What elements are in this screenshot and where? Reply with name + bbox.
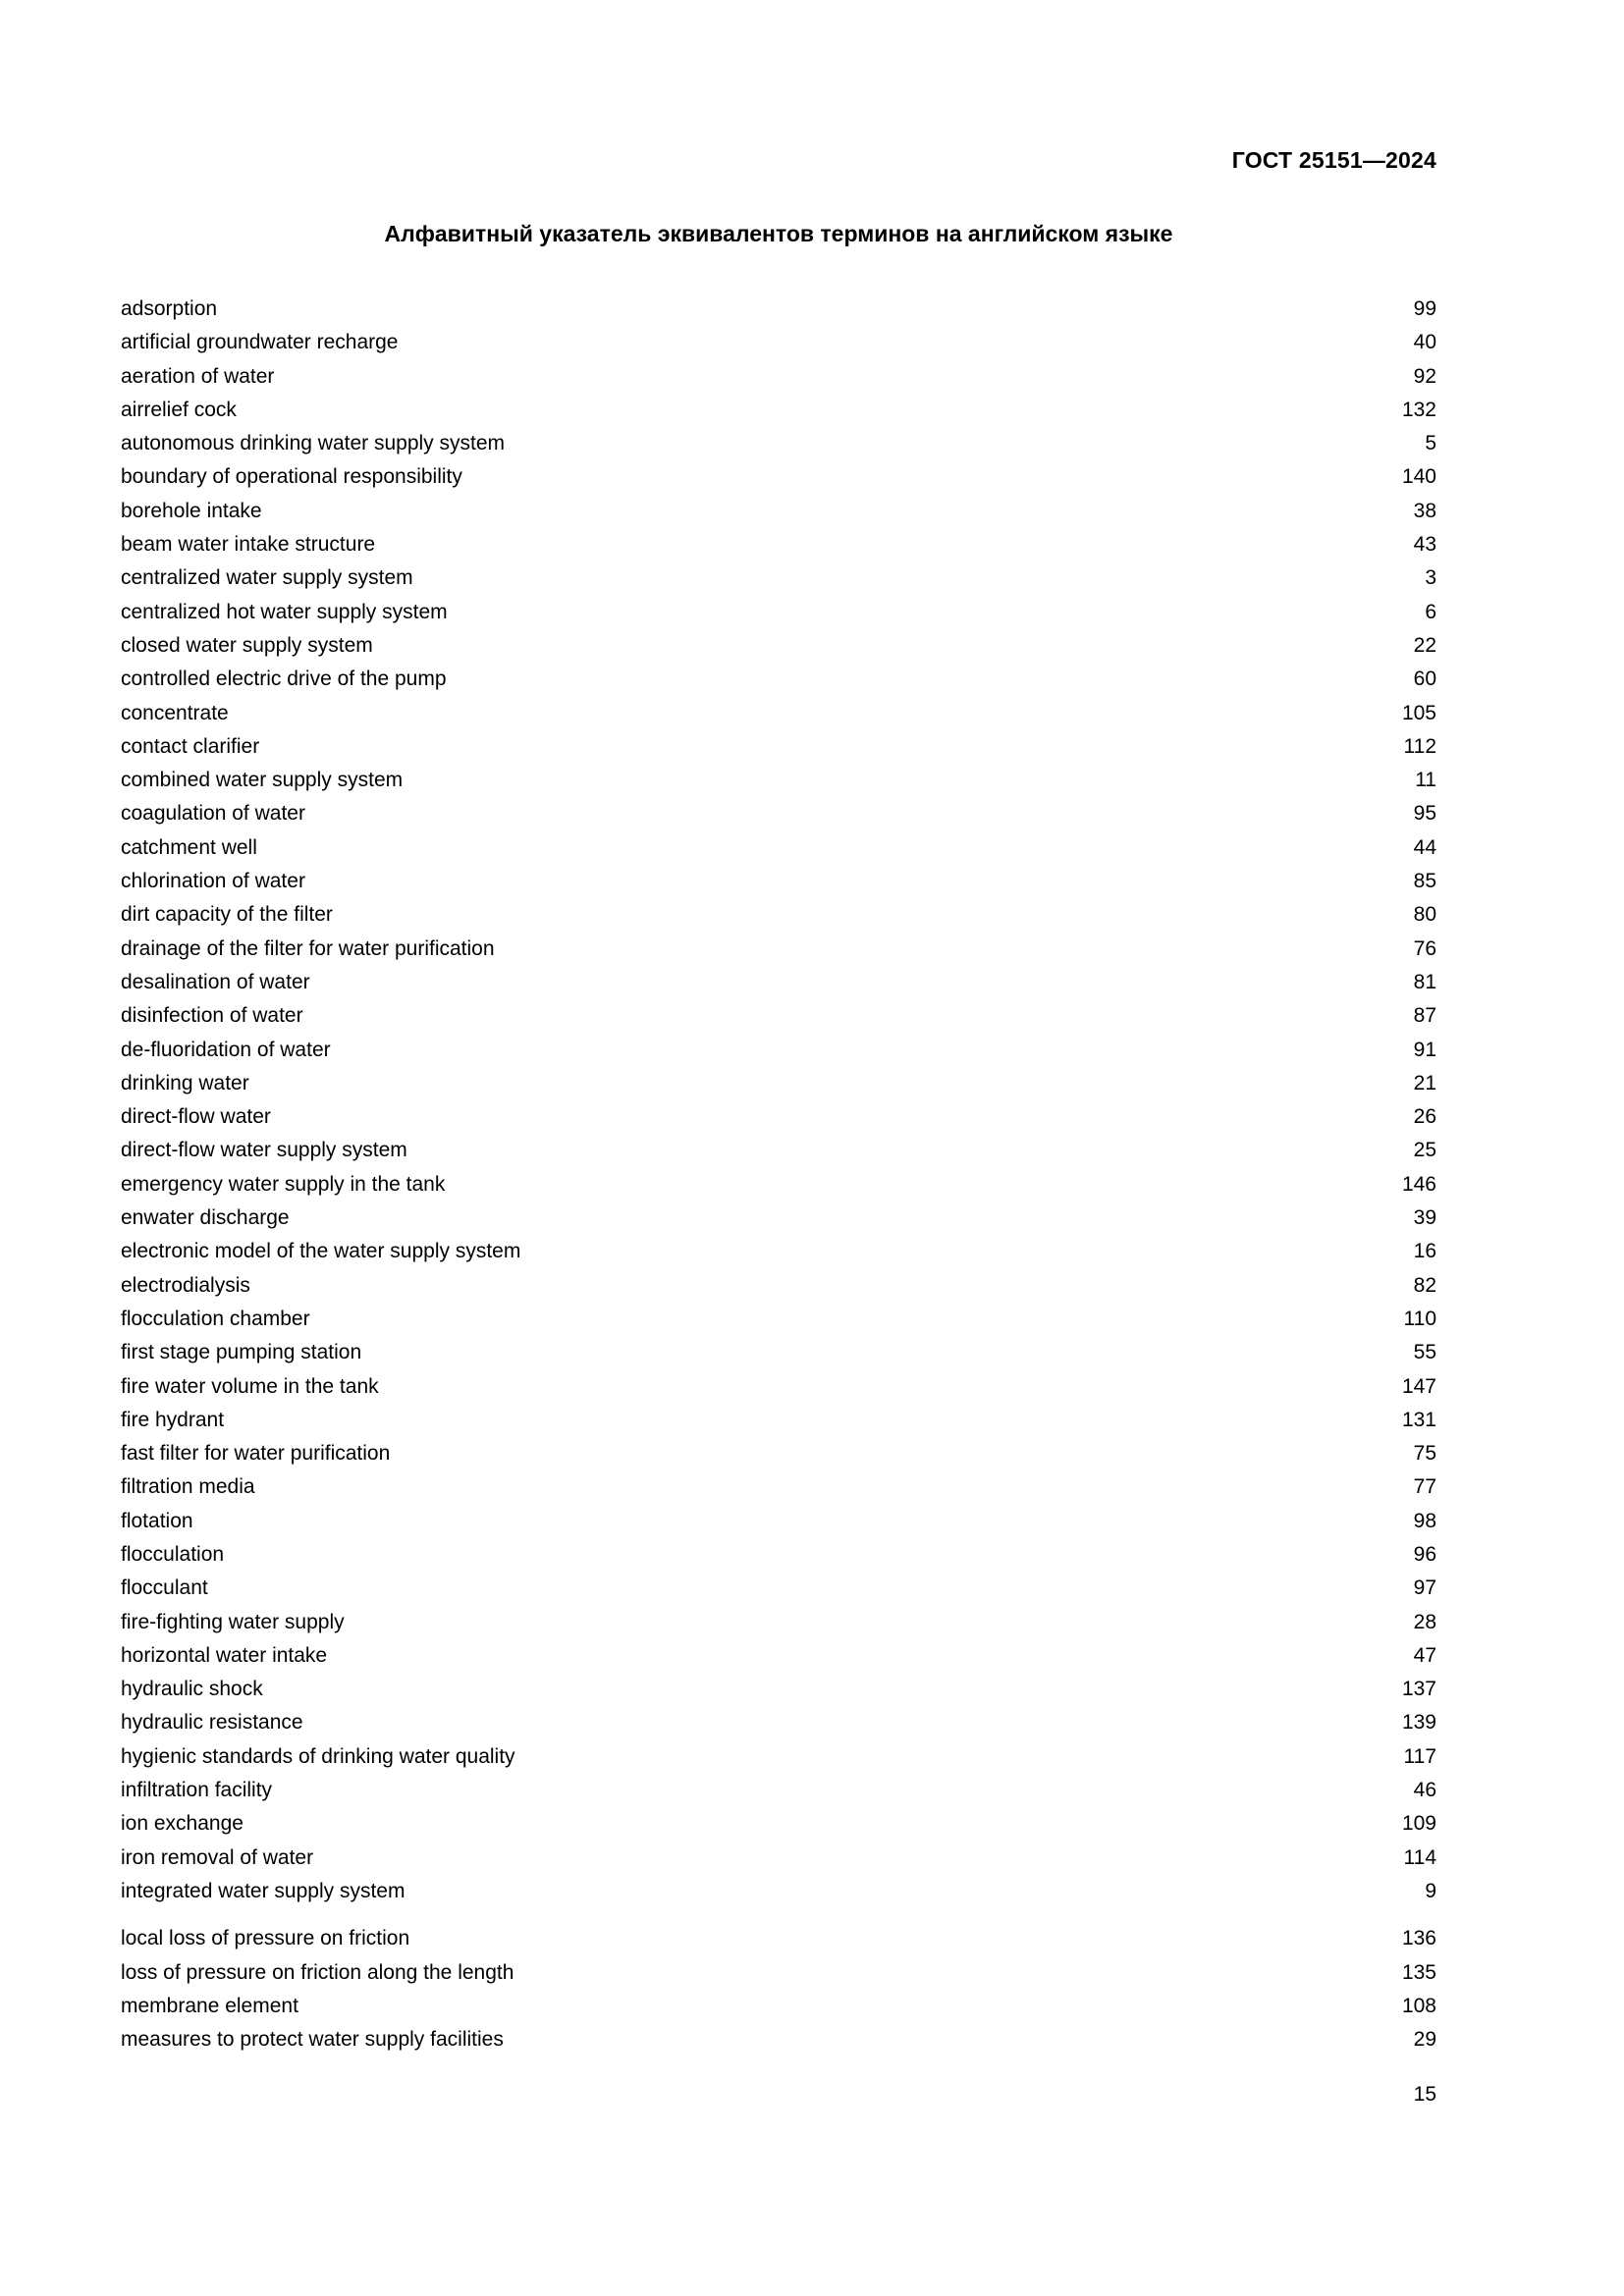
index-page-number: 77 [1413,1475,1436,1499]
index-row [121,1100,1436,1134]
index-term: catchment well [121,835,257,859]
index-row [121,1673,1436,1706]
index-row [121,1538,1436,1572]
index-row [121,1370,1436,1404]
index-term: concentrate [121,701,229,724]
index-term: aeration of water [121,364,275,388]
index-term: horizontal water intake [121,1643,328,1667]
index-row [121,1201,1436,1235]
index-term: artificial groundwater recharge [121,331,399,354]
index-row [121,360,1436,394]
index-page-number: 109 [1401,1812,1436,1836]
index-page-number: 80 [1413,903,1436,927]
index-term: boundary of operational responsibility [121,465,462,489]
index-term: direct-flow water [121,1105,271,1129]
index-row [121,1875,1436,1908]
index-row [121,1774,1436,1807]
index-page-number: 92 [1413,364,1436,388]
index-page-number: 95 [1413,802,1436,826]
index-row [121,596,1436,629]
index-term: controlled electric drive of the pump [121,667,447,691]
index-page-number: 43 [1413,533,1436,557]
index-page-number: 112 [1403,734,1436,758]
index-page-number: 55 [1413,1341,1436,1364]
index-term: direct-flow water supply system [121,1139,407,1162]
index-row [121,1606,1436,1639]
index-page-number: 97 [1413,1576,1436,1600]
index-row [121,629,1436,663]
index-page-number: 117 [1403,1744,1436,1768]
index-term: contact clarifier [121,734,260,758]
index-term: membrane element [121,1994,298,2017]
index-term: desalination of water [121,970,310,993]
index-term: electronic model of the water supply system [121,1240,521,1263]
index-page-number: 110 [1403,1307,1436,1330]
index-term: de-fluoridation of water [121,1038,331,1061]
index-row [121,697,1436,730]
index-term: combined water supply system [121,769,404,792]
index-term: adsorption [121,297,218,320]
page-content [121,0,1436,2056]
index-page-number: 11 [1415,769,1436,792]
index-row [121,1706,1436,1739]
index-row [121,1842,1436,1875]
index-row [121,966,1436,999]
index-page-number: 98 [1413,1509,1436,1532]
index-term: centralized water supply system [121,566,413,590]
index-term: centralized hot water supply system [121,600,448,623]
index-row [121,1990,1436,2023]
index-term: measures to protect water supply facilities [121,2028,504,2052]
index-row [121,561,1436,595]
index-page-number: 39 [1413,1206,1436,1230]
index-page-number: 25 [1413,1139,1436,1162]
index-term: flocculation [121,1542,225,1566]
index-row [121,933,1436,966]
index-page-number: 9 [1425,1879,1436,1902]
index-row [121,1336,1436,1369]
index-page-number: 40 [1413,331,1436,354]
index-row [121,1235,1436,1268]
index-row [121,495,1436,528]
index-page-number: 140 [1401,465,1436,489]
index-row [121,1034,1436,1067]
document-header: ГОСТ 25151—2024 [1231,147,1436,173]
index-row [121,1437,1436,1470]
index-row [121,1956,1436,1990]
index-term: integrated water supply system [121,1879,406,1902]
index-page-number: 139 [1401,1711,1436,1735]
index-term: borehole intake [121,499,262,522]
page-number: 15 [1413,2083,1436,2106]
index-term: drinking water [121,1071,249,1095]
index-row [121,1505,1436,1538]
index-page-number: 47 [1413,1643,1436,1667]
index-page-number: 76 [1413,936,1436,960]
index-term: fast filter for water purification [121,1442,391,1466]
index-term: drainage of the filter for water purification [121,936,495,960]
index-page-number: 132 [1401,398,1436,421]
index-term: electrodialysis [121,1273,250,1297]
index-term: loss of pressure on friction along the length [121,1960,514,1984]
index-row [121,865,1436,898]
index-page-number: 3 [1425,566,1436,590]
index-row [121,730,1436,764]
index-page-number: 81 [1413,970,1436,993]
index-page-number: 46 [1413,1779,1436,1802]
index-page-number: 26 [1413,1105,1436,1129]
index-page-number: 22 [1413,633,1436,657]
index-page-number: 137 [1401,1678,1436,1701]
index-row [121,999,1436,1033]
index-page-number: 108 [1401,1994,1436,2017]
index-page-number: 99 [1413,297,1436,320]
index-row [121,1639,1436,1673]
index-row [121,1807,1436,1841]
index-term: iron removal of water [121,1845,314,1869]
index-term: closed water supply system [121,633,373,657]
index-page-number: 29 [1413,2028,1436,2052]
page-title: Алфавитный указатель эквивалентов терминов на английском языке [384,221,1173,246]
index-row [121,1572,1436,1605]
index-term: fire-fighting water supply [121,1610,345,1633]
index-row [121,1303,1436,1336]
index-term: flocculant [121,1576,208,1600]
index-page-number: 146 [1401,1172,1436,1196]
index-row [121,1134,1436,1167]
index-row [121,764,1436,797]
index-page-number: 44 [1413,835,1436,859]
index-term: airrelief cock [121,398,237,421]
index-term: first stage pumping station [121,1341,362,1364]
index-row [121,293,1436,326]
index-term: filtration media [121,1475,255,1499]
index-term: disinfection of water [121,1004,303,1028]
index-page-number: 5 [1425,432,1436,455]
index-row [121,460,1436,494]
index-page-number: 60 [1413,667,1436,691]
index-page-number: 82 [1413,1273,1436,1297]
index-term: flocculation chamber [121,1307,310,1330]
index-list [121,293,1436,2056]
index-term: autonomous drinking water supply system [121,432,506,455]
index-page-number: 147 [1401,1374,1436,1398]
index-term: chlorination of water [121,870,305,893]
index-page-number: 16 [1413,1240,1436,1263]
index-page-number: 87 [1413,1004,1436,1028]
index-row [121,1067,1436,1100]
index-page-number: 21 [1413,1071,1436,1095]
index-page-number: 38 [1413,499,1436,522]
index-row [121,797,1436,830]
index-page-number: 75 [1413,1442,1436,1466]
index-term: emergency water supply in the tank [121,1172,446,1196]
index-row [121,528,1436,561]
index-page-number: 96 [1413,1542,1436,1566]
index-page-number: 114 [1403,1845,1436,1869]
index-page-number: 131 [1401,1408,1436,1431]
index-row [121,326,1436,359]
index-term: dirt capacity of the filter [121,903,333,927]
index-term: hygienic standards of drinking water quality [121,1744,515,1768]
index-page-number: 85 [1413,870,1436,893]
index-term: enwater discharge [121,1206,290,1230]
index-term: ion exchange [121,1812,244,1836]
index-term: local loss of pressure on friction [121,1927,410,1950]
index-term: fire hydrant [121,1408,225,1431]
index-term: beam water intake structure [121,533,376,557]
index-row [121,1740,1436,1774]
index-row [121,831,1436,865]
index-row [121,663,1436,696]
index-page-number: 105 [1401,701,1436,724]
index-page-number: 136 [1401,1927,1436,1950]
index-page-number: 6 [1425,600,1436,623]
index-row [121,2023,1436,2056]
index-row [121,394,1436,427]
index-page-number: 91 [1413,1038,1436,1061]
index-row [121,1404,1436,1437]
index-page-number: 135 [1401,1960,1436,1984]
index-page-number: 28 [1413,1610,1436,1633]
index-row [121,1269,1436,1303]
index-term: flotation [121,1509,193,1532]
index-term: hydraulic resistance [121,1711,303,1735]
index-term: fire water volume in the tank [121,1374,379,1398]
index-row [121,1168,1436,1201]
index-row [121,427,1436,460]
index-row [121,1922,1436,1955]
index-row [121,1470,1436,1504]
index-term: infiltration facility [121,1779,273,1802]
index-term: hydraulic shock [121,1678,263,1701]
index-row [121,898,1436,932]
index-term: coagulation of water [121,802,305,826]
